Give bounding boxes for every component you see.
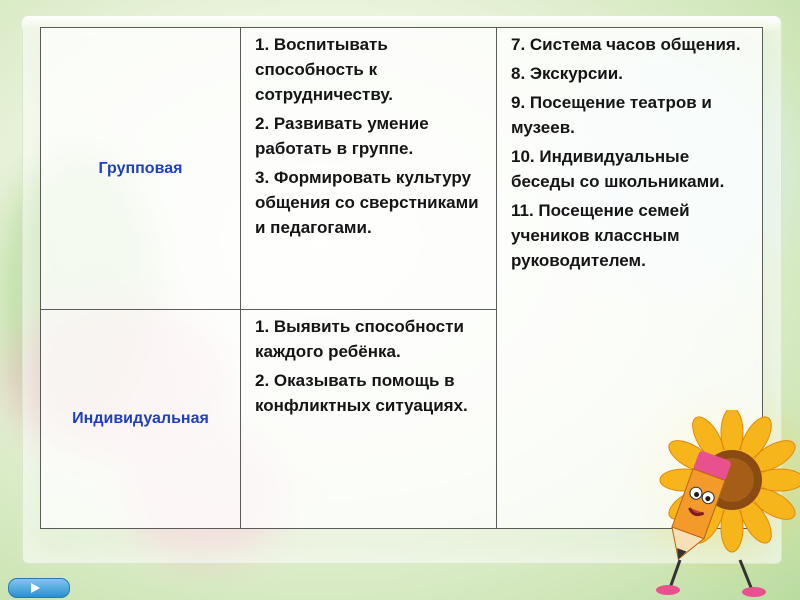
list-item: 11. Посещение семей учеников классным руководителем. [511, 201, 690, 270]
list-item: 1. Воспитывать способность к сотрудничеству. [255, 35, 394, 104]
list-item: 2. Развивать умение работать в группе. [255, 114, 429, 158]
list-item: 7. Система часов общения. [511, 35, 741, 54]
form-label: Индивидуальная [72, 410, 209, 427]
list-item: 1. Выявить способности каждого ребёнка. [255, 317, 464, 361]
sunflower-pencil-icon [640, 410, 800, 600]
form-cell-group [41, 28, 241, 310]
goals-cell [241, 28, 497, 310]
table-row [41, 28, 763, 310]
list-item: 2. Оказывать помощь в конфликтных ситуациях. [255, 371, 468, 415]
form-cell-individual [41, 310, 241, 529]
list-item: 8. Экскурсии. [511, 64, 623, 83]
list-item: 3. Формировать культуру общения со сверстниками и педагогами. [255, 168, 479, 237]
goals-cell [241, 310, 497, 529]
form-label: Групповая [98, 159, 183, 177]
list-item: 9. Посещение театров и музеев. [511, 93, 712, 137]
next-slide-button[interactable] [8, 578, 70, 598]
list-item: 10. Индивидуальные беседы со школьниками. [511, 147, 725, 191]
